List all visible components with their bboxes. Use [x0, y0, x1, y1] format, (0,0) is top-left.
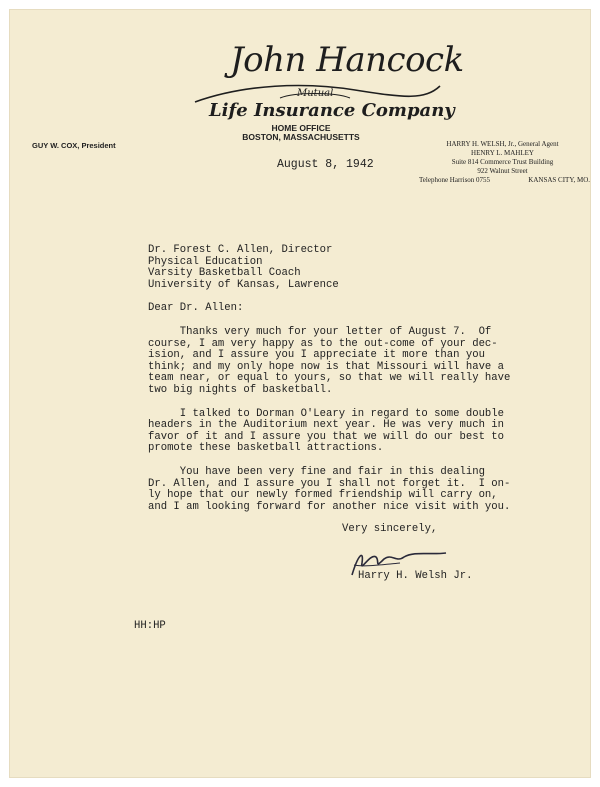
- logo-company: Life Insurance Company: [209, 100, 455, 121]
- recipient-address: [148, 245, 568, 291]
- logo-brand: John Hancock: [230, 40, 464, 80]
- company-logo: [185, 38, 464, 128]
- logo-mutual: Mutual: [297, 88, 334, 99]
- agent-name: HENRY L. MAHLEY: [471, 149, 534, 157]
- agent-address-2: 922 Walnut Street: [477, 167, 528, 175]
- recipient-line: Physical Education: [148, 255, 263, 268]
- agent-contact-row: [415, 176, 590, 185]
- recipient-line: Dr. Forest C. Allen, Director: [148, 244, 333, 256]
- letter-date: August 8, 1942: [277, 158, 374, 171]
- agent-city: KANSAS CITY, MO.: [528, 176, 590, 184]
- letter-body: [148, 245, 568, 513]
- president-name: GUY W. COX, President: [32, 141, 116, 150]
- general-agent: HARRY H. WELSH, Jr., General Agent: [446, 140, 559, 148]
- letter-page: [10, 10, 590, 777]
- home-office-city: BOSTON, MASSACHUSETTS: [242, 132, 360, 142]
- paragraph: Thanks very much for your letter of August 7. Of course, I am very happy as to the out-come of your dec- ision, and I assure you I appreciate it more than you think; and my only hope now is that Missouri will have a team near, or equal to yours, so that we will really have two big nights of basketball.: [148, 325, 511, 396]
- recipient-line: University of Kansas, Lawrence: [148, 278, 339, 291]
- agent-address-1: Suite 814 Commerce Trust Building: [451, 158, 554, 166]
- salutation: Dear Dr. Allen:: [148, 302, 244, 315]
- signer-name: Harry H. Welsh Jr.: [358, 570, 473, 582]
- home-office-block: [216, 124, 386, 142]
- paragraph: You have been very fine and fair in this dealing Dr. Allen, and I assure you I shall not forget it. I on- ly hope that our newly formed friendship will carry on, and I am looking forward for another nice visit with you.: [148, 465, 511, 513]
- recipient-line: Varsity Basketball Coach: [148, 267, 301, 280]
- home-office-label: HOME OFFICE: [271, 123, 331, 133]
- paragraph: I talked to Dorman O'Leary in regard to some double headers in the Auditorium next year. He was very much in favor of it and I assure you that we will do our best to promote these basketball attractions.: [148, 407, 505, 455]
- agent-block: [415, 140, 590, 185]
- reference-initials: HH:HP: [134, 620, 166, 632]
- closing: Very sincerely,: [342, 523, 438, 535]
- agent-telephone: Telephone Harrison 0755: [419, 176, 491, 184]
